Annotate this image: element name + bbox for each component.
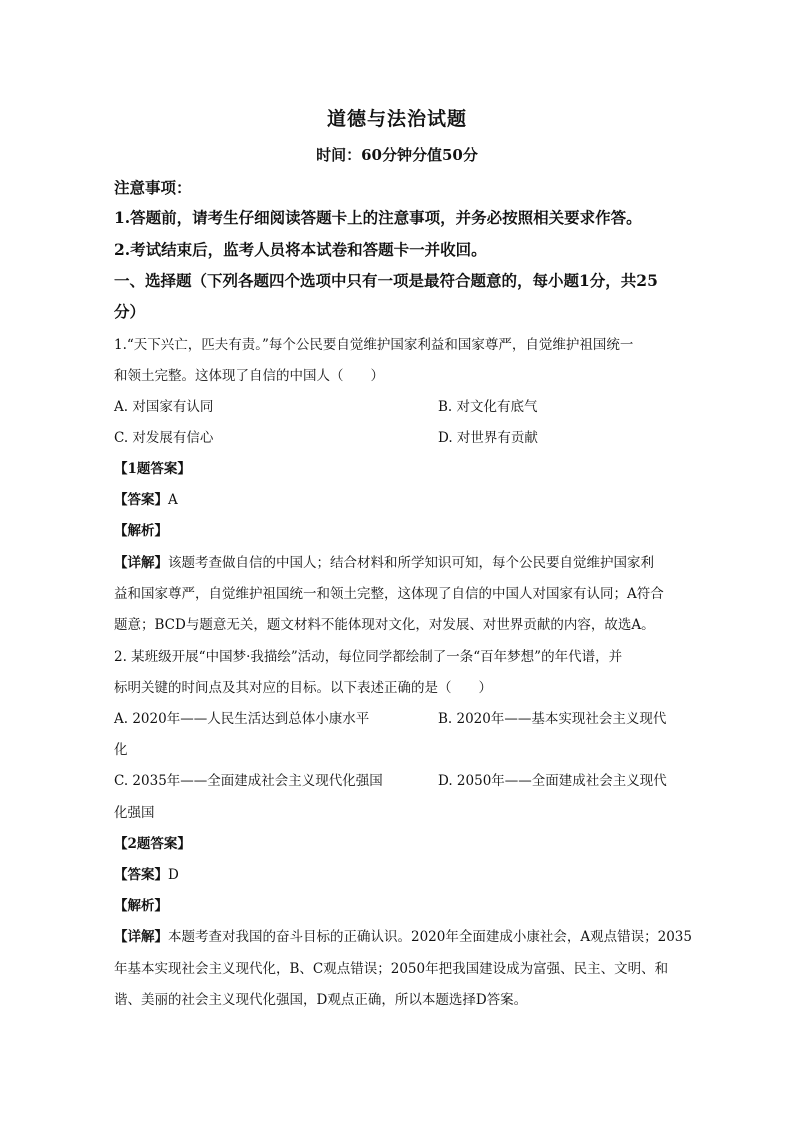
q1-option-c: C. 对发展有信心 (114, 430, 214, 446)
q1-detail-line1 (114, 551, 684, 571)
section-heading-line2: 分） (114, 302, 146, 321)
q1-detail-line2: 益和国家尊严，自觉维护祖国统一和领土完整，这体现了自信的中国人对国家有认同；A符合 (114, 586, 664, 602)
q2-stem-line2: 标明关键的时间点及其对应的目标。以下表述正确的是（ ） (114, 680, 492, 696)
q1-stem-line1: 1.“天下兴亡，匹夫有责。”每个公民要自觉维护国家利益和国家尊严，自觉维护祖国统一 (114, 337, 634, 353)
q2-stem-line1: 2. 某班级开展“中国梦·我描绘”活动，每位同学都绘制了一条“百年梦想”的年代谱，并 (114, 649, 623, 665)
q1-option-b: B. 对文化有底气 (438, 399, 538, 415)
q2-option-d-line2: 化强国 (114, 805, 155, 821)
q2-answer (114, 863, 684, 883)
q2-option-b-line2: 化 (114, 742, 128, 758)
detail-label: 【详解】 (114, 929, 168, 945)
q2-answer-tag: 【2题答案】 (114, 836, 191, 852)
page-title: 道德与法治试题 (326, 108, 467, 130)
q1-answer (114, 488, 684, 508)
notice-heading: 注意事项： (114, 178, 192, 197)
q1-option-d: D. 对世界有贡献 (438, 430, 538, 446)
detail-text: 本题考查对我国的奋斗目标的正确认识。2020年全面建成小康社会，A观点错误；2035 (168, 929, 692, 945)
answer-label: 【答案】 (114, 867, 168, 883)
answer-value: A (168, 492, 178, 508)
q1-detail-line3: 题意；BCD与题意无关，题文材料不能体现对文化，对发展、对世界贡献的内容，故选A。 (114, 617, 655, 633)
exam-time-score: 时间：60分钟分值50分 (316, 146, 478, 164)
answer-label: 【答案】 (114, 492, 168, 508)
q1-stem-line2: 和领土完整。这体现了自信的中国人（ ） (114, 368, 384, 384)
q2-option-c: C. 2035年——全面建成社会主义现代化强国 (114, 773, 383, 789)
section-heading-line1: 一、选择题（下列各题四个选项中只有一项是最符合题意的，每小题1分，共25 (114, 271, 658, 290)
notice-item-2: 2.考试结束后，监考人员将本试卷和答题卡一并收回。 (114, 240, 487, 259)
notice-item-1: 1.答题前，请考生仔细阅读答题卡上的注意事项，并务必按照相关要求作答。 (114, 208, 642, 227)
detail-text: 该题考查做自信的中国人；结合材料和所学知识可知，每个公民要自觉维护国家利 (168, 555, 654, 571)
q2-option-b-line1: B. 2020年——基本实现社会主义现代 (438, 711, 667, 727)
q2-detail-line2: 年基本实现社会主义现代化，B、C观点错误；2050年把我国建设成为富强、民主、文明、和 (114, 961, 669, 977)
q2-detail-line3: 谐、美丽的社会主义现代化强国，D观点正确，所以本题选择D答案。 (114, 992, 528, 1008)
q2-option-d-line1: D. 2050年——全面建成社会主义现代 (438, 773, 667, 789)
q2-detail-line1 (114, 925, 692, 945)
detail-label: 【详解】 (114, 555, 168, 571)
q1-option-a: A. 对国家有认同 (114, 399, 214, 415)
q2-option-a: A. 2020年——人民生活达到总体小康水平 (114, 711, 370, 727)
q2-analysis-label: 【解析】 (114, 898, 168, 914)
q1-analysis-label: 【解析】 (114, 523, 168, 539)
q1-answer-tag: 【1题答案】 (114, 461, 191, 477)
answer-value: D (168, 867, 179, 883)
